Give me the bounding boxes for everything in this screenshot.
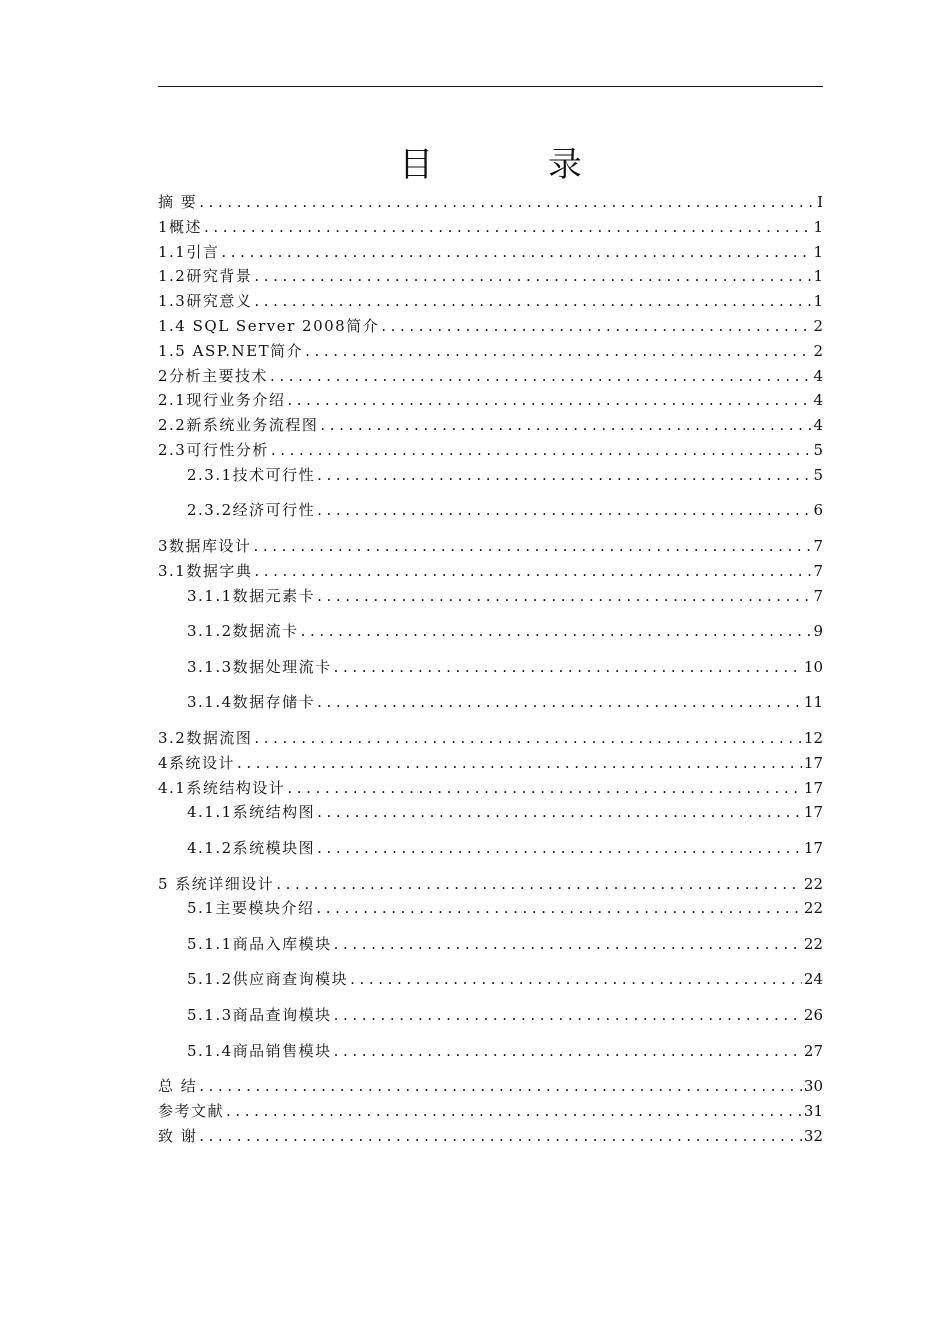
toc-entry[interactable] — [158, 1124, 823, 1149]
toc-entry-label: 4.1.1系统结构图 — [187, 803, 316, 822]
toc-entry-page: 32 — [803, 1126, 823, 1145]
toc-leader-dots — [317, 498, 811, 523]
toc-entry-label: 5.1.4商品销售模块 — [187, 1041, 332, 1060]
toc-entry-label: 4.1系统结构设计 — [158, 778, 286, 797]
toc-entry-page: 5 — [813, 440, 823, 459]
toc-entry[interactable] — [158, 619, 823, 655]
toc-entry-page: 11 — [803, 693, 823, 712]
toc-entry-page: 2 — [813, 341, 823, 360]
toc-leader-dots — [316, 896, 802, 921]
toc-entry-label: 1.1引言 — [158, 242, 220, 261]
toc-leader-dots — [204, 215, 811, 240]
toc-entry-page: 22 — [803, 934, 823, 953]
toc-leader-dots — [381, 314, 811, 339]
toc-entry-label: 3.1数据字典 — [158, 561, 253, 580]
toc-entry-label: 1.2研究背景 — [158, 267, 253, 286]
table-of-contents — [158, 190, 823, 1149]
toc-entry[interactable] — [158, 726, 823, 751]
toc-leader-dots — [317, 836, 802, 861]
toc-entry-label: 2.2新系统业务流程图 — [158, 416, 319, 435]
toc-entry[interactable] — [158, 896, 823, 932]
toc-entry-page: 22 — [803, 874, 823, 893]
page-title: 目 录 — [399, 145, 634, 185]
toc-entry-label: 2.3可行性分析 — [158, 440, 269, 459]
toc-leader-dots — [287, 388, 811, 413]
toc-entry[interactable] — [158, 690, 823, 726]
toc-entry[interactable] — [158, 240, 823, 265]
toc-entry-page: 27 — [803, 1041, 823, 1060]
toc-entry[interactable] — [158, 872, 823, 897]
toc-leader-dots — [317, 690, 802, 715]
toc-entry-label: 1.5 ASP.NET简介 — [158, 341, 304, 360]
toc-entry-page: 17 — [803, 753, 823, 772]
toc-entry[interactable] — [158, 190, 823, 215]
toc-leader-dots — [237, 751, 802, 776]
toc-entry-label: 3.2数据流图 — [158, 728, 253, 747]
toc-entry-page: 17 — [803, 803, 823, 822]
toc-entry-label: 2.1现行业务介绍 — [158, 391, 286, 410]
toc-leader-dots — [254, 534, 812, 559]
toc-leader-dots — [254, 726, 802, 751]
toc-entry-label: 总 结 — [158, 1077, 198, 1096]
toc-entry-label: 5.1.3商品查询模块 — [187, 1006, 332, 1025]
toc-entry-label: 4.1.2系统模块图 — [187, 838, 316, 857]
toc-entry[interactable] — [158, 388, 823, 413]
toc-entry-page: 6 — [813, 501, 823, 520]
toc-entry-page: 30 — [803, 1077, 823, 1096]
toc-entry-page: 26 — [803, 1006, 823, 1025]
header-rule — [158, 86, 823, 87]
toc-entry-page: 17 — [803, 838, 823, 857]
toc-entry[interactable] — [158, 463, 823, 499]
toc-entry-page: 1 — [813, 242, 823, 261]
toc-entry[interactable] — [158, 364, 823, 389]
toc-entry[interactable] — [158, 800, 823, 836]
toc-leader-dots — [317, 463, 811, 488]
toc-entry-page: 7 — [813, 536, 823, 555]
toc-leader-dots — [276, 872, 802, 897]
toc-entry-page: 4 — [813, 391, 823, 410]
toc-entry-page: 17 — [803, 778, 823, 797]
toc-entry-label: 2.3.2经济可行性 — [187, 501, 316, 520]
toc-entry[interactable] — [158, 215, 823, 240]
toc-entry[interactable] — [158, 289, 823, 314]
toc-entry-page: 1 — [813, 267, 823, 286]
toc-leader-dots — [350, 967, 802, 992]
toc-leader-dots — [301, 619, 812, 644]
toc-entry-page: 31 — [803, 1102, 823, 1121]
toc-entry-label: 3.1.1数据元素卡 — [187, 586, 316, 605]
toc-entry-page: 5 — [813, 465, 823, 484]
toc-entry[interactable] — [158, 1074, 823, 1099]
toc-entry-label: 3.1.4数据存储卡 — [187, 693, 316, 712]
toc-entry[interactable] — [158, 967, 823, 1003]
toc-entry-page: 9 — [813, 622, 823, 641]
toc-entry[interactable] — [158, 264, 823, 289]
toc-entry[interactable] — [158, 751, 823, 776]
toc-entry-page: 1 — [813, 217, 823, 236]
toc-entry-page: 7 — [813, 586, 823, 605]
toc-entry-page: I — [817, 193, 823, 211]
toc-entry[interactable] — [158, 413, 823, 438]
toc-entry-label: 3.1.2数据流卡 — [187, 622, 299, 641]
toc-entry-page: 10 — [803, 657, 823, 676]
toc-entry-label: 5.1.2供应商查询模块 — [187, 970, 349, 989]
toc-entry-page: 4 — [813, 416, 823, 435]
toc-entry[interactable] — [158, 1099, 823, 1124]
toc-entry-label: 5.1.1商品入库模块 — [187, 934, 332, 953]
toc-entry[interactable] — [158, 932, 823, 968]
toc-entry-label: 3数据库设计 — [158, 536, 252, 555]
toc-leader-dots — [254, 289, 811, 314]
toc-leader-dots — [271, 438, 812, 463]
toc-entry-label: 1.4 SQL Server 2008简介 — [158, 316, 380, 335]
toc-leader-dots — [199, 1124, 802, 1149]
toc-entry-label: 5 系统详细设计 — [158, 874, 275, 893]
toc-entry-label: 致 谢 — [158, 1126, 198, 1145]
toc-leader-dots — [270, 364, 811, 389]
toc-leader-dots — [317, 584, 811, 609]
toc-leader-dots — [317, 800, 802, 825]
toc-entry[interactable] — [158, 498, 823, 534]
toc-entry-label: 1概述 — [158, 217, 203, 236]
toc-entry-page: 22 — [803, 899, 823, 918]
toc-entry-label: 2分析主要技术 — [158, 366, 269, 385]
toc-entry[interactable] — [158, 584, 823, 620]
toc-entry[interactable] — [158, 339, 823, 364]
toc-entry-label: 参考文献 — [158, 1102, 225, 1121]
toc-entry[interactable] — [158, 1039, 823, 1075]
toc-leader-dots — [226, 1099, 802, 1124]
toc-entry[interactable] — [158, 836, 823, 872]
toc-entry-page: 12 — [803, 728, 823, 747]
toc-entry[interactable] — [158, 1003, 823, 1039]
toc-leader-dots — [254, 264, 811, 289]
toc-leader-dots — [287, 776, 802, 801]
toc-entry[interactable] — [158, 559, 823, 584]
toc-entry-label: 2.3.1技术可行性 — [187, 465, 316, 484]
toc-entry-label: 5.1主要模块介绍 — [187, 899, 315, 918]
toc-entry-page: 4 — [813, 366, 823, 385]
toc-leader-dots — [334, 932, 802, 957]
toc-leader-dots — [334, 1003, 802, 1028]
toc-leader-dots — [199, 1074, 802, 1099]
toc-leader-dots — [305, 339, 811, 364]
toc-leader-dots — [221, 240, 811, 265]
toc-leader-dots — [254, 559, 811, 584]
toc-leader-dots — [334, 655, 802, 680]
toc-entry-page: 7 — [813, 561, 823, 580]
toc-entry-page: 2 — [813, 316, 823, 335]
toc-entry-page: 1 — [813, 292, 823, 311]
toc-entry[interactable] — [158, 314, 823, 339]
toc-entry-label: 摘 要 — [158, 193, 198, 211]
toc-leader-dots — [334, 1039, 802, 1064]
toc-leader-dots — [199, 190, 815, 215]
toc-entry-label: 3.1.3数据处理流卡 — [187, 657, 332, 676]
toc-entry-page: 24 — [803, 970, 823, 989]
toc-leader-dots — [320, 413, 811, 438]
toc-entry-label: 1.3研究意义 — [158, 292, 253, 311]
toc-entry[interactable] — [158, 655, 823, 691]
toc-entry[interactable] — [158, 438, 823, 463]
toc-entry[interactable] — [158, 776, 823, 801]
toc-entry-label: 4系统设计 — [158, 753, 236, 772]
toc-entry[interactable] — [158, 534, 823, 559]
